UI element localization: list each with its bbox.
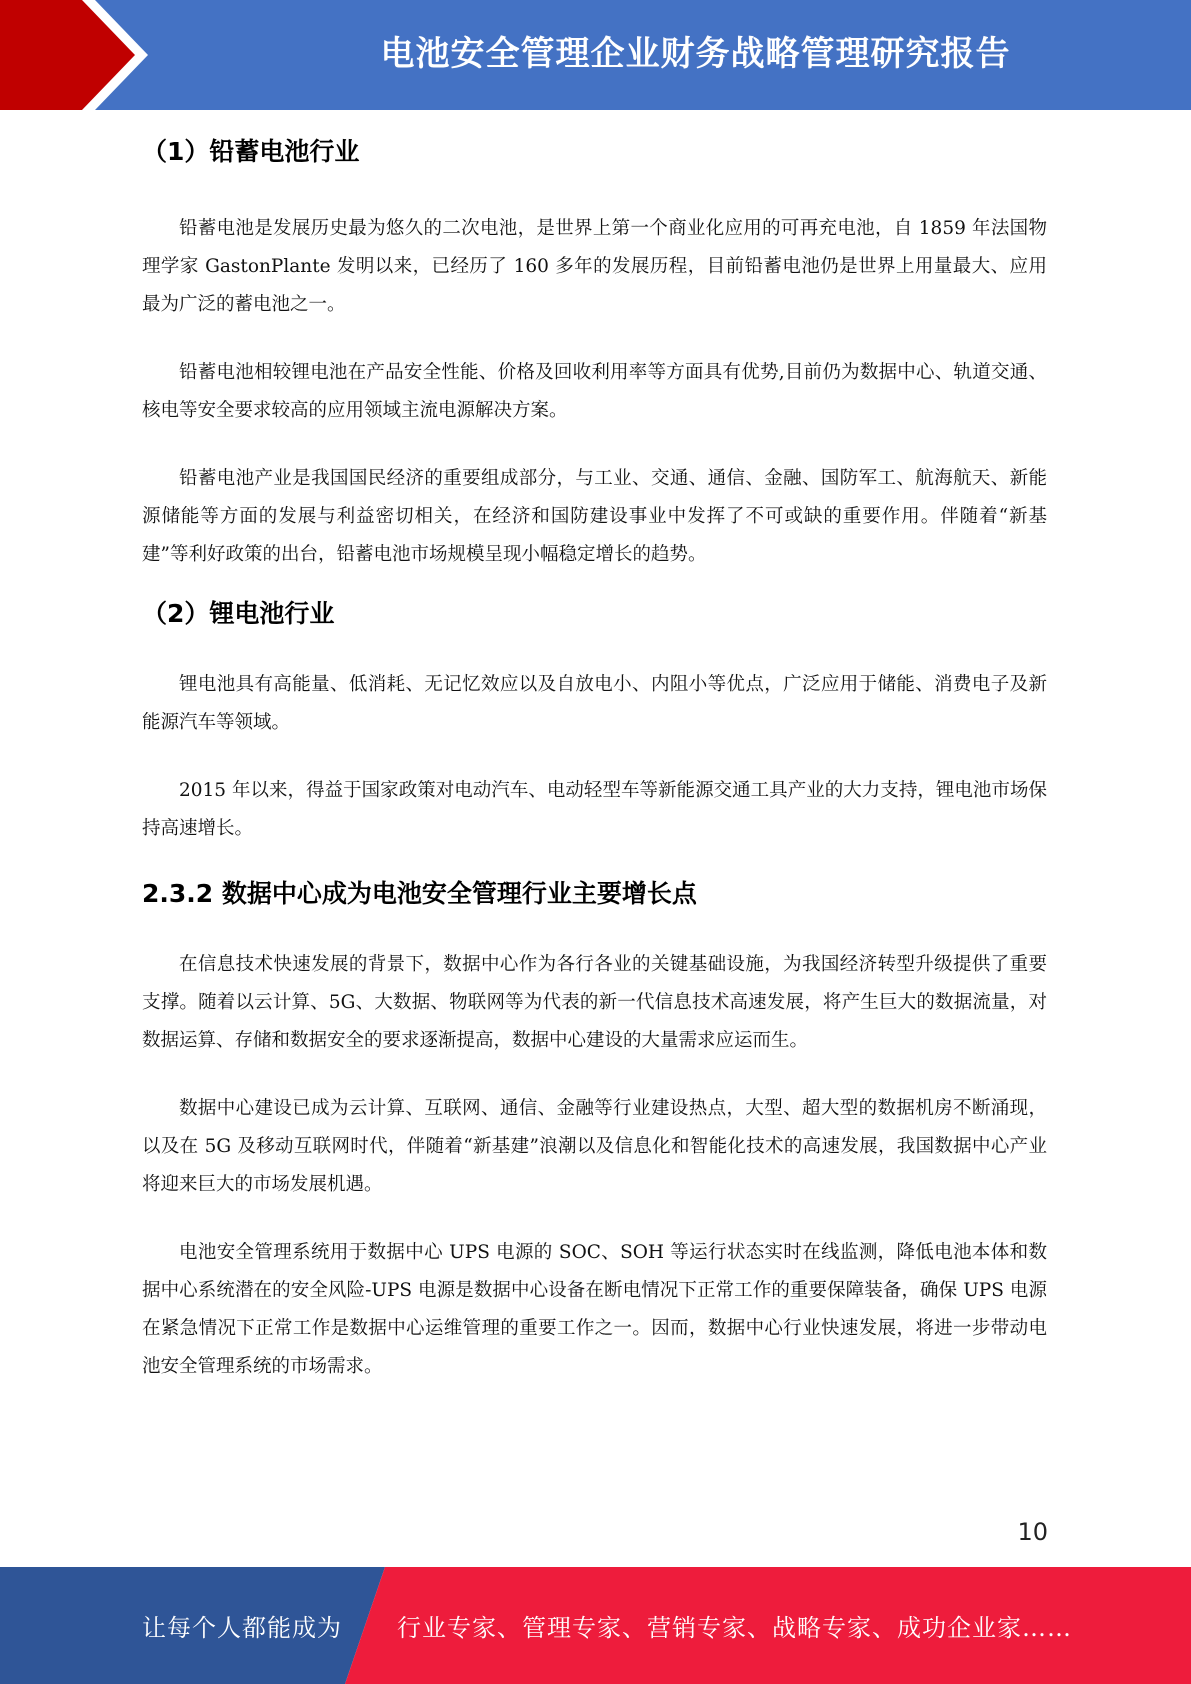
footer-slogan-left: 让每个人都能成为	[142, 1614, 342, 1642]
report-title: 电池安全管理企业财务战略管理研究报告	[380, 34, 1011, 74]
document-body	[142, 128, 1047, 1386]
footer-slogan-right: 行业专家、管理专家、营销专家、战略专家、成功企业家……	[397, 1614, 1072, 1642]
page-footer	[0, 1567, 1191, 1684]
page-number: 10	[1017, 1518, 1048, 1546]
section-heading-lead-acid: （1）铅蓄电池行业	[142, 137, 360, 166]
page-header	[0, 0, 1191, 110]
paragraph: 电池安全管理系统用于数据中心 UPS 电源的 SOC、SOH 等运行状态实时在线监测，降低电池本体和数据中心系统潜在的安全风险-UPS 电源是数据中心设备在断电情况下正常工作的重要保障装备，确保 UPS 电源在紧急情况下正常工作是数据中心运维管理的重要工作之一。因而，数据中心行业快速发展，将进一步带动电池安全管理系统的市场需求。	[142, 1242, 1047, 1377]
paragraph: 2015 年以来，得益于国家政策对电动汽车、电动轻型车等新能源交通工具产业的大力支持，锂电池市场保持高速增长。	[142, 780, 1047, 839]
paragraph: 锂电池具有高能量、低消耗、无记忆效应以及自放电小、内阻小等优点，广泛应用于储能、消费电子及新能源汽车等领域。	[142, 674, 1047, 733]
paragraph: 数据中心建设已成为云计算、互联网、通信、金融等行业建设热点，大型、超大型的数据机房不断涌现，以及在 5G 及移动互联网时代，伴随着“新基建”浪潮以及信息化和智能化技术的高速发展，我国数据中心产业将迎来巨大的市场发展机遇。	[142, 1098, 1047, 1195]
section-heading-data-center: 2.3.2 数据中心成为电池安全管理行业主要增长点	[142, 879, 697, 908]
header-arrow-icon	[0, 0, 135, 110]
paragraph: 在信息技术快速发展的背景下，数据中心作为各行各业的关键基础设施，为我国经济转型升级提供了重要支撑。随着以云计算、5G、大数据、物联网等为代表的新一代信息技术高速发展，将产生巨大的数据流量，对数据运算、存储和数据安全的要求逐渐提高，数据中心建设的大量需求应运而生。	[142, 954, 1047, 1051]
paragraph: 铅蓄电池相较锂电池在产品安全性能、价格及回收利用率等方面具有优势,目前仍为数据中心、轨道交通、核电等安全要求较高的应用领域主流电源解决方案。	[142, 362, 1047, 421]
paragraph: 铅蓄电池是发展历史最为悠久的二次电池，是世界上第一个商业化应用的可再充电池，自 1859 年法国物理学家 GastonPlante 发明以来，已经历了 160 多年的发展历程，目前铅蓄电池仍是世界上用量最大、应用最为广泛的蓄电池之一。	[142, 218, 1047, 315]
paragraph: 铅蓄电池产业是我国国民经济的重要组成部分，与工业、交通、通信、金融、国防军工、航海航天、新能源储能等方面的发展与利益密切相关，在经济和国防建设事业中发挥了不可或缺的重要作用。伴随着“新基建”等利好政策的出台，铅蓄电池市场规模呈现小幅稳定增长的趋势。	[142, 468, 1047, 565]
section-heading-lithium: （2）锂电池行业	[142, 599, 335, 628]
